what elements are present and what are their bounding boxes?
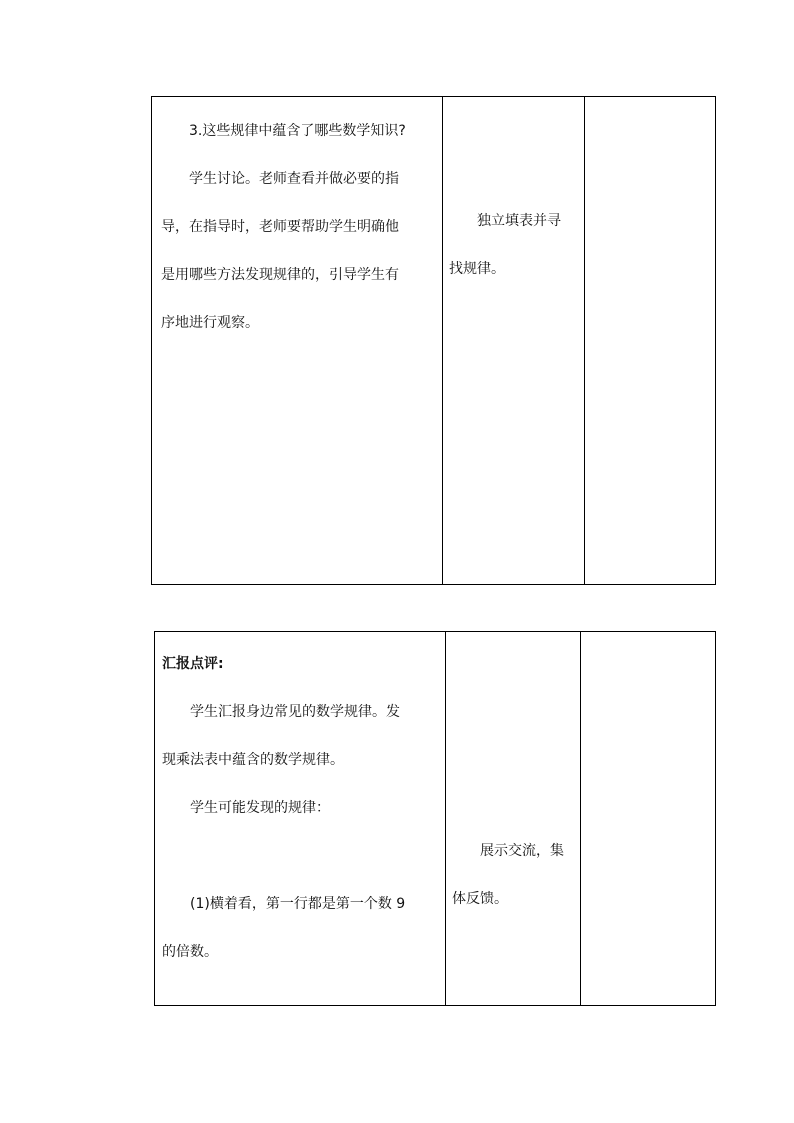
section-heading: 汇报点评: xyxy=(162,656,224,672)
text-line: 展示交流，集 xyxy=(480,843,564,859)
teacher-activity-cell xyxy=(152,97,443,584)
question-line: 3.这些规律中蕴含了哪些数学知识? xyxy=(189,123,406,139)
text-line: 是用哪些方法发现规律的，引导学生有 xyxy=(161,267,399,283)
student-activity-cell xyxy=(443,97,585,584)
text-line: 学生可能发现的规律： xyxy=(190,800,330,816)
student-activity-cell xyxy=(446,632,581,1005)
text-line: 的倍数。 xyxy=(162,944,218,960)
text-line: 独立填表并寻 xyxy=(477,213,561,229)
text-line: 学生汇报身边常见的数学规律。发 xyxy=(190,704,400,720)
lesson-table-2 xyxy=(154,631,716,1006)
teacher-activity-cell xyxy=(155,632,446,1005)
spacer xyxy=(162,832,439,880)
text-line: 找规律。 xyxy=(449,261,505,277)
notes-cell xyxy=(581,632,715,1005)
text-line: 序地进行观察。 xyxy=(161,315,259,331)
text-line: 导，在指导时，老师要帮助学生明确他 xyxy=(161,219,399,235)
text-line: (1)横着看，第一行都是第一个数 9 xyxy=(190,896,406,912)
lesson-table-1 xyxy=(151,96,716,585)
text-line: 学生讨论。老师查看并做必要的指 xyxy=(189,171,399,187)
text-line: 体反馈。 xyxy=(452,891,508,907)
notes-cell xyxy=(585,97,715,584)
text-line: 现乘法表中蕴含的数学规律。 xyxy=(162,752,344,768)
